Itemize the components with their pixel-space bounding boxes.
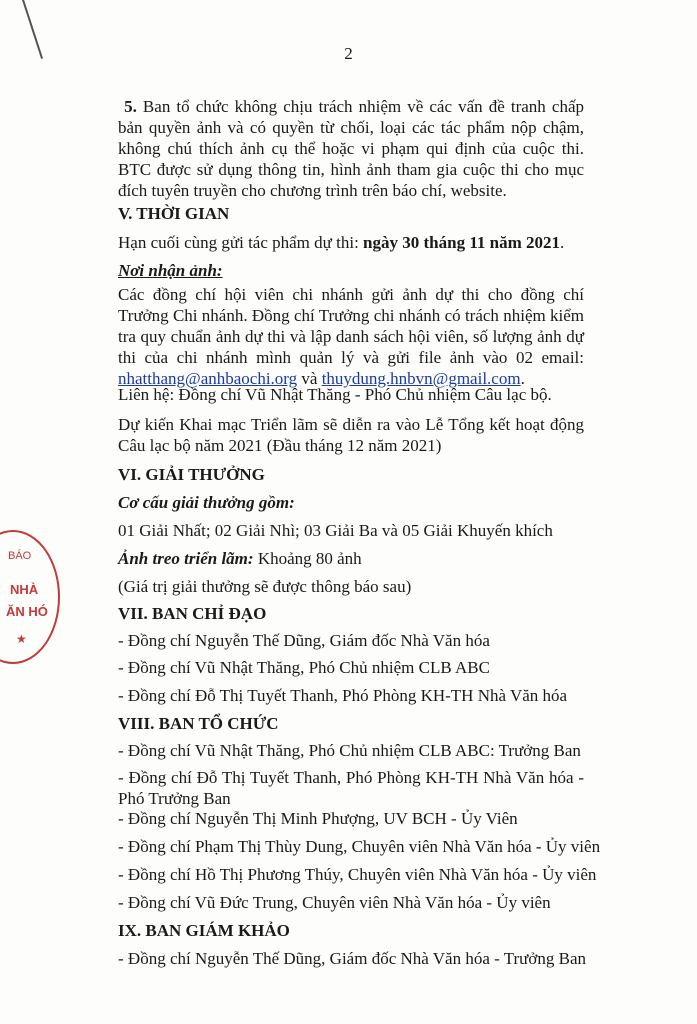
section-5-text: Ban tổ chức không chịu trách nhiệm về các vấn đề tranh chấp bản quyền ảnh và có quyền từ chối, loại các tác phẩm nộp chậm, không chú thích ảnh cụ thể hoặc vi phạm qui định của cuộc thi. BTC được sử dụng thông tin, hình ảnh tham gia cuộc thi cho mục đích tuyên truyền cho chương trình trên báo chí, website.: [118, 97, 584, 200]
contact-line: Liên hệ: Đồng chí Vũ Nhật Thăng - Phó Chủ nhiệm Câu lạc bộ.: [118, 385, 552, 404]
deadline-prefix: Hạn cuối cùng gửi tác phẩm dự thi:: [118, 233, 364, 252]
section-heading-jury: IX. BAN GIÁM KHẢO: [118, 921, 290, 940]
jury-item: - Đồng chí Nguyễn Thế Dũng, Giám đốc Nhà Văn hóa - Trưởng Ban: [118, 949, 587, 968]
email-link-1[interactable]: nhatthang@anhbaochi.org: [118, 369, 298, 388]
organizing-item: - Đồng chí Hồ Thị Phương Thúy, Chuyên viên Nhà Văn hóa - Ủy viên: [118, 865, 597, 884]
page-number: 2: [344, 44, 353, 63]
deadline-suffix: .: [560, 233, 565, 252]
section-heading-organizing: VIII. BAN TỔ CHỨC: [118, 714, 279, 733]
prize-note: (Giá trị giải thưởng sẽ được thông báo sau): [118, 577, 412, 596]
stamp-star-icon: ★: [16, 632, 27, 646]
exhibit-label: Ảnh treo triển lãm:: [118, 549, 254, 568]
section-5-number: 5.: [124, 97, 137, 116]
organizing-item: - Đồng chí Phạm Thị Thùy Dung, Chuyên viên Nhà Văn hóa - Ủy viên: [118, 837, 601, 856]
steering-item: - Đồng chí Đỗ Thị Tuyết Thanh, Phó Phòng KH-TH Nhà Văn hóa: [118, 686, 568, 705]
deadline-line: [118, 232, 584, 253]
section-heading-prizes: VI. GIẢI THƯỞNG: [118, 465, 265, 484]
section-heading-steering: VII. BAN CHỈ ĐẠO: [118, 604, 267, 623]
deadline-date: ngày 30 tháng 11 năm 2021: [363, 233, 560, 252]
steering-item: - Đồng chí Nguyễn Thế Dũng, Giám đốc Nhà Văn hóa: [118, 631, 490, 650]
organizing-item: - Đồng chí Nguyễn Thị Minh Phượng, UV BCH - Ủy Viên: [118, 809, 518, 828]
section-5-paragraph: [118, 96, 584, 201]
steering-item: - Đồng chí Vũ Nhật Thăng, Phó Chủ nhiệm CLB ABC: [118, 658, 490, 677]
organizing-item: - Đồng chí Vũ Nhật Thăng, Phó Chủ nhiệm CLB ABC: Trưởng Ban: [118, 741, 581, 760]
organizing-item: - Đồng chí Vũ Đức Trung, Chuyên viên Nhà Văn hóa - Ủy viên: [118, 893, 551, 912]
receive-text: Các đồng chí hội viên chi nhánh gửi ảnh dự thi cho đồng chí Trưởng Chi nhánh. Đồng chí Trưởng chi nhánh có trách nhiệm kiểm tra quy chuẩn ảnh dự thi và lập danh sách hội viên, số lượng ảnh dự thi của chi nhánh mình quản lý và gửi file ảnh vào 02 email:: [118, 285, 584, 367]
stamp-line-1: BÁO: [8, 550, 32, 562]
receive-paragraph: [118, 284, 584, 389]
end-text: .: [520, 369, 525, 388]
receive-label: Nơi nhận ảnh:: [118, 261, 223, 280]
prize-structure: 01 Giải Nhất; 02 Giải Nhì; 03 Giải Ba và 05 Giải Khuyến khích: [118, 521, 553, 540]
red-stamp: [0, 530, 60, 664]
email-link-2[interactable]: thuydung.hnbvn@gmail.com: [321, 369, 521, 388]
and-text: và: [297, 369, 322, 388]
prize-structure-label: Cơ cấu giải thưởng gồm:: [118, 493, 295, 512]
section-heading-time: V. THỜI GIAN: [118, 204, 230, 223]
stamp-line-3: ĂN HÓ: [6, 604, 48, 619]
organizing-item: - Đồng chí Đỗ Thị Tuyết Thanh, Phó Phòng KH-TH Nhà Văn hóa - Phó Trưởng Ban: [118, 768, 584, 808]
exhibit-value: Khoảng 80 ảnh: [253, 549, 362, 568]
exhibit-line: [118, 548, 584, 569]
stamp-line-2: NHÀ: [10, 582, 39, 597]
exhibition-paragraph: Dự kiến Khai mạc Triển lãm sẽ diễn ra vào Lễ Tổng kết hoạt động Câu lạc bộ năm 2021 (Đầu tháng 12 năm 2021): [118, 415, 584, 455]
